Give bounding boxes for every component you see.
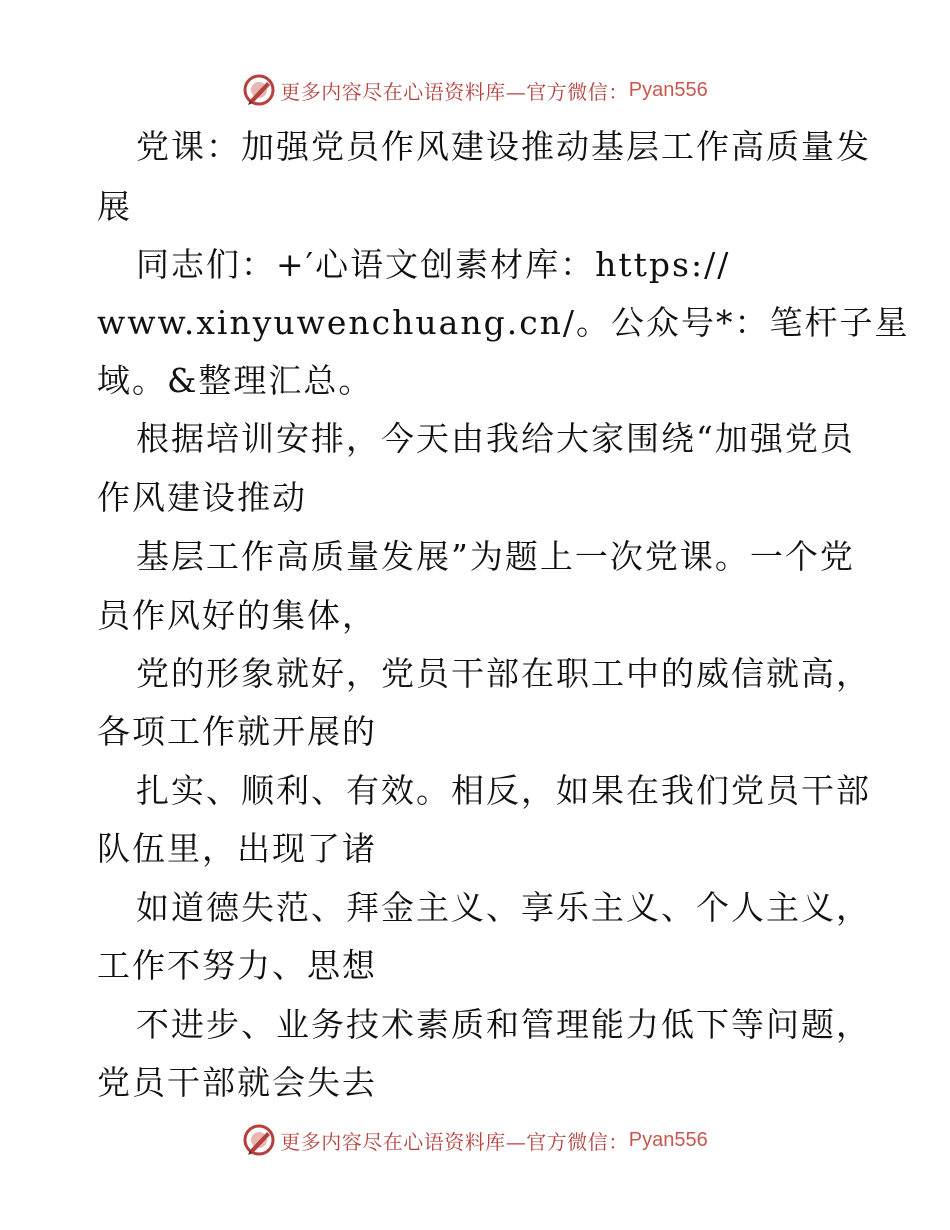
document-title-line: 党课：加强党员作风建设推动基层工作高质量发 [136,127,871,166]
paragraph-line: 队伍里，出现了诸 [97,829,377,868]
paragraph-line: www.xinyuwenchuang.cn/。公众号*：笔杆子星 [97,303,910,342]
watermark-wechat-id: Pyan556 [628,1128,708,1151]
pen-logo-icon [242,1123,276,1157]
watermark-text: 更多内容尽在心语资料库—官方微信： [280,1129,629,1154]
document-title-line: 展 [97,187,132,226]
watermark-wechat-id: Pyan556 [628,78,708,101]
paragraph-line: 作风建设推动 [97,478,307,517]
paragraph-line: 不进步、业务技术素质和管理能力低下等问题， [136,1005,871,1044]
paragraph-line: 员作风好的集体， [97,596,377,635]
paragraph-line: 各项工作就开展的 [97,712,377,751]
paragraph-line: 如道德失范、拜金主义、享乐主义、个人主义， [136,888,871,927]
paragraph-line: 根据培训安排，今天由我给大家围绕“加强党员 [136,419,855,458]
paragraph-line: 同志们：+′心语文创素材库：https:// [136,245,731,284]
header-watermark [0,70,950,110]
paragraph-line: 扎实、顺利、有效。相反，如果在我们党员干部 [136,771,871,810]
paragraph-line: 党员干部就会失去 [97,1063,377,1102]
paragraph-line: 工作不努力、思想 [97,946,377,985]
paragraph-line: 域。&整理汇总。 [97,361,374,400]
pen-logo-icon [242,73,276,107]
footer-watermark [0,1120,950,1160]
paragraph-line: 党的形象就好，党员干部在职工中的威信就高， [136,654,871,693]
paragraph-line: 基层工作高质量发展”为题上一次党课。一个党 [136,537,855,576]
watermark-text: 更多内容尽在心语资料库—官方微信： [280,79,629,104]
